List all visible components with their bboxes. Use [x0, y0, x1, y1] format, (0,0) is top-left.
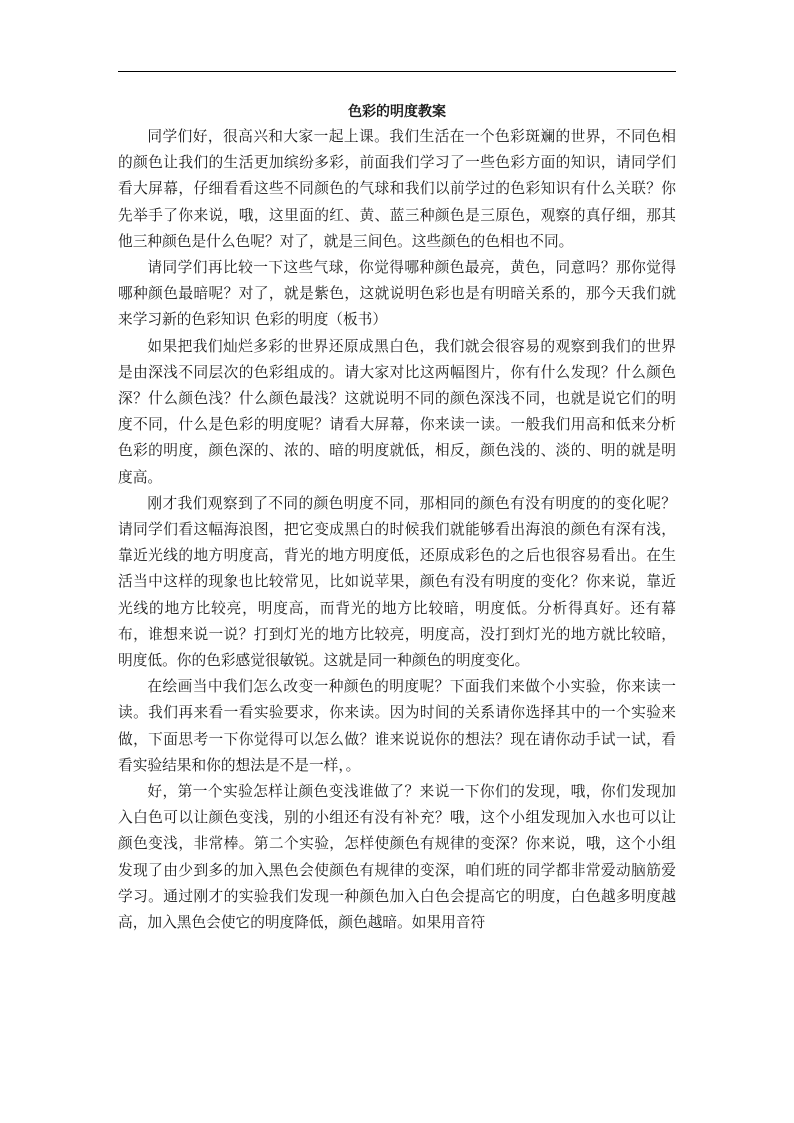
paragraph-5: 在绘画当中我们怎么改变一种颜色的明度呢？下面我们来做个小实验，你来读一读。我们再来看一看实验要求，你来读。因为时间的关系请你选择其中的一个实验来做，下面思考一下你觉得可以怎么做？谁来说说你的想法？现在请你动手试一试，看看实验结果和你的想法是不是一样，。 [118, 678, 676, 774]
document-title: 色彩的明度教案 [348, 104, 446, 120]
paragraph-4: 刚才我们观察到了不同的颜色明度不同，那相同的颜色有没有明度的的变化呢？请同学们看这幅海浪图，把它变成黑白的时候我们就能够看出海浪的颜色有深有浅，靠近光线的地方明度高，背光的地方明度低，还原成彩色的之后也很容易看出。在生活当中这样的现象也比较常见，比如说苹果，颜色有没有明度的变化？你来说，靠近光线的地方比较亮，明度高，而背光的地方比较暗，明度低。分析得真好。还有幕布，谁想来说一说？打到灯光的地方比较亮，明度高，没打到灯光的地方就比较暗，明度低。你的色彩感觉很敏锐。这就是同一种颜色的明度变化。 [118, 494, 676, 670]
paragraph-3: 如果把我们灿烂多彩的世界还原成黑白色，我们就会很容易的观察到我们的世界是由深浅不同层次的色彩组成的。请大家对比这两幅图片，你有什么发现？什么颜色深？什么颜色浅？什么颜色最浅？这就说明不同的颜色深浅不同，也就是说它们的明度不同，什么是色彩的明度呢？请看大屏幕，你来读一读。一般我们用高和低来分析色彩的明度，颜色深的、浓的、暗的明度就低，相反，颜色浅的、淡的、明的就是明度高。 [118, 337, 676, 486]
header-rule [118, 71, 676, 72]
paragraph-6: 好，第一个实验怎样让颜色变浅谁做了？来说一下你们的发现，哦，你们发现加入白色可以让颜色变浅，别的小组还有没有补充？哦，这个小组发现加入水也可以让颜色变浅，非常棒。第二个实验，怎样使颜色有规律的变深？你来说，哦，这个小组发现了由少到多的加入黑色会使颜色有规律的变深，咱们班的同学都非常爱动脑筋爱学习。通过刚才的实验我们发现一种颜色加入白色会提高它的明度，白色越多明度越高，加入黑色会使它的明度降低，颜色越暗。如果用音符 [118, 783, 676, 932]
paragraph-1: 同学们好，很高兴和大家一起上课。我们生活在一个色彩斑斓的世界，不同色相的颜色让我们的生活更加缤纷多彩，前面我们学习了一些色彩方面的知识，请同学们看大屏幕，仔细看看这些不同颜色的气球和我们以前学过的色彩知识有什么关联？你先举手了你来说，哦，这里面的红、黄、蓝三种颜色是三原色，观察的真仔细，那其他三种颜色是什么色呢？对了，就是三间色。这些颜色的色相也不同。 [118, 128, 676, 250]
paragraph-2: 请同学们再比较一下这些气球，你觉得哪种颜色最亮，黄色，同意吗？那你觉得哪种颜色最暗呢？对了，就是紫色，这就说明色彩也是有明暗关系的，那今天我们就来学习新的色彩知识 色彩的明度（板书） [118, 259, 676, 329]
document-body [118, 124, 676, 936]
